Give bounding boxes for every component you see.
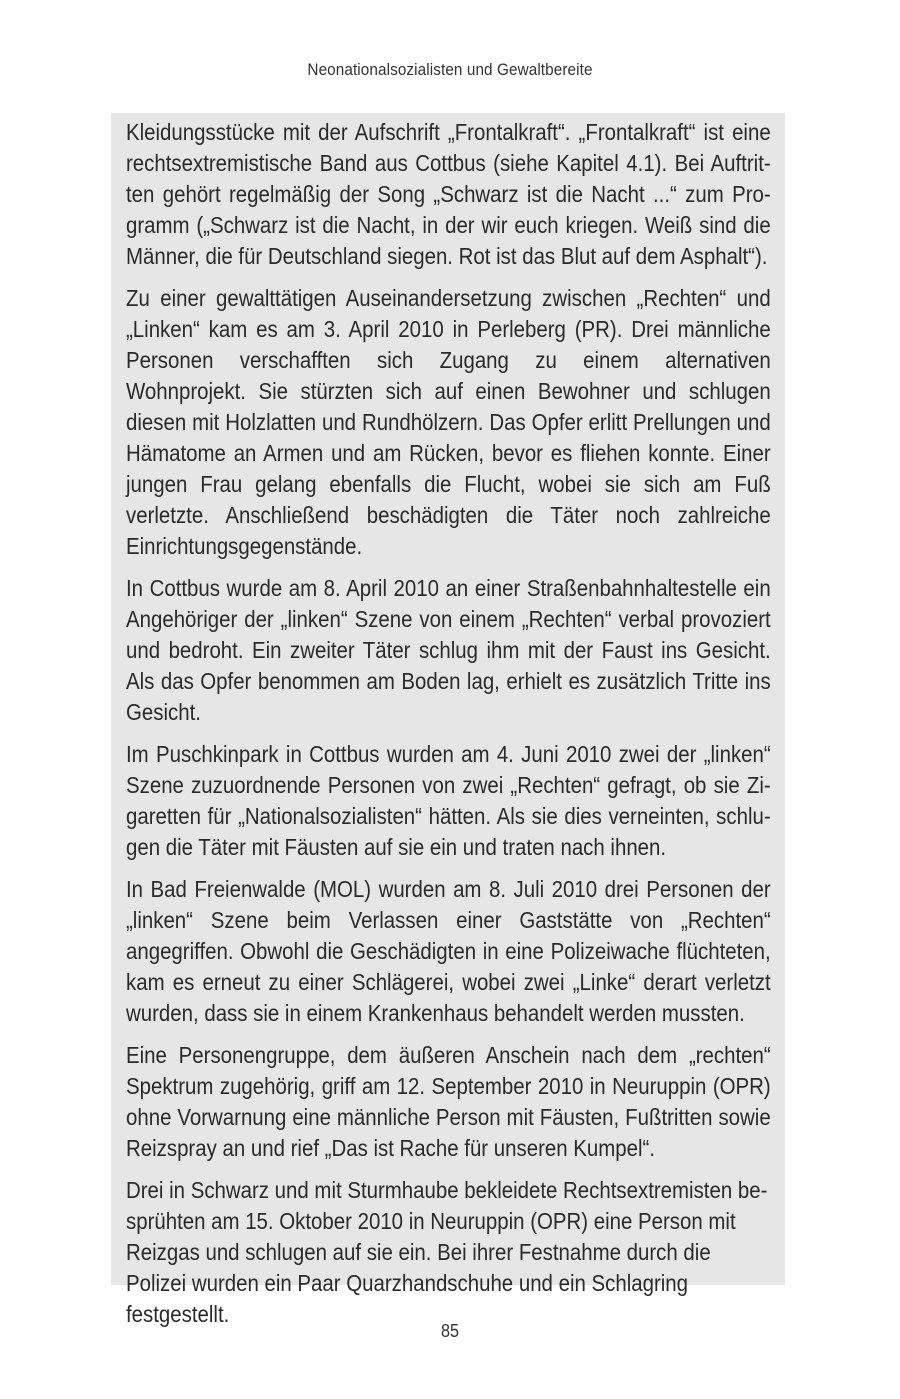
- paragraph-cottbus-april: In Cottbus wurde am 8. April 2010 an einer Straßenbahnhaltestelle ein Angehöriger der „linken“ Szene von einem „Rechten“ verbal provoziert und bedroht. Ein zweiter Täter schlug ihm mit der Faust ins Gesicht. Als das Opfer benommen am Boden lag, erhielt es zusätzlich Tritte ins Gesicht.: [126, 575, 771, 725]
- paragraph-puschkinpark: Im Puschkinpark in Cottbus wurden am 4. Juni 2010 zwei der „linken“ Szene zuzuordnende Personen von zwei „Rechten“ gefragt, ob sie Zigaretten für „Nationalsozialisten“ hätten. Als sie dies verneinten, schlugen die Täter mit Fäusten auf sie ein und traten nach ihnen.: [126, 741, 771, 860]
- paragraph-neuruppin-oktober: Drei in Schwarz und mit Sturmhaube bekleidete Rechtsextremisten besprühten am 15. Oktober 2010 in Neuruppin (OPR) eine Person mit Reizgas und schlugen auf sie ein. Bei ihrer Festnahme durch die Polizei wurden ein Paar Quarzhandschuhe und ein Schlagring festgestellt.: [126, 1177, 768, 1327]
- highlighted-text-box: [111, 113, 785, 1327]
- page-number: 85: [440, 1321, 460, 1341]
- paragraph-bad-freienwalde: In Bad Freienwalde (MOL) wurden am 8. Juli 2010 drei Personen der „linken“ Szene beim Verlassen einer Gaststätte von „Rechten“ angegriffen. Obwohl die Geschädigten in eine Polizeiwache flüchteten, kam es erneut zu einer Schlägerei, wobei zwei „Linke“ derart verletzt wurden, dass sie in einem Krankenhaus behandelt werden mussten.: [126, 876, 771, 1026]
- box-text-column: [126, 117, 771, 1341]
- paragraph-neuruppin-september: Eine Personengruppe, dem äußeren Anschein nach dem „rechten“ Spektrum zugehörig, griff am 12. September 2010 in Neuruppin (OPR) ohne Vorwarnung eine männliche Person mit Fäusten, Fußtritten sowie Reizspray an und rief „Das ist Rache für unseren Kumpel“.: [126, 1042, 771, 1161]
- running-head: Neonationalsozialisten und Gewaltbereite: [307, 60, 593, 79]
- paragraph-perleberg: Zu einer gewalttätigen Auseinandersetzung zwischen „Rechten“ und „Linken“ kam es am 3. April 2010 in Perleberg (PR). Drei männliche Personen verschafften sich Zugang zu einem alternativen Wohnprojekt. Sie stürzten sich auf einen Bewohner und schlugen diesen mit Holzlatten und Rundhölzern. Das Opfer erlitt Prellungen und Hämatome an Armen und am Rücken, bevor es fliehen konnte. Einer jungen Frau gelang ebenfalls die Flucht, wobei sie sich am Fuß verletzte. Anschließend beschädigten die Täter noch zahlreiche Einrichtungsgegenstände.: [126, 285, 771, 559]
- paragraph-frontalkraft: Kleidungsstücke mit der Aufschrift „Frontalkraft“. „Frontalkraft“ ist eine rechtsextremistische Band aus Cottbus (siehe Kapitel 4.1). Bei Auftritten gehört regelmäßig der Song „Schwarz ist die Nacht ...“ zum Programm („Schwarz ist die Nacht, in der wir euch kriegen. Weiß sind die Männer, die für Deutschland siegen. Rot ist das Blut auf dem Asphalt“).: [126, 119, 771, 269]
